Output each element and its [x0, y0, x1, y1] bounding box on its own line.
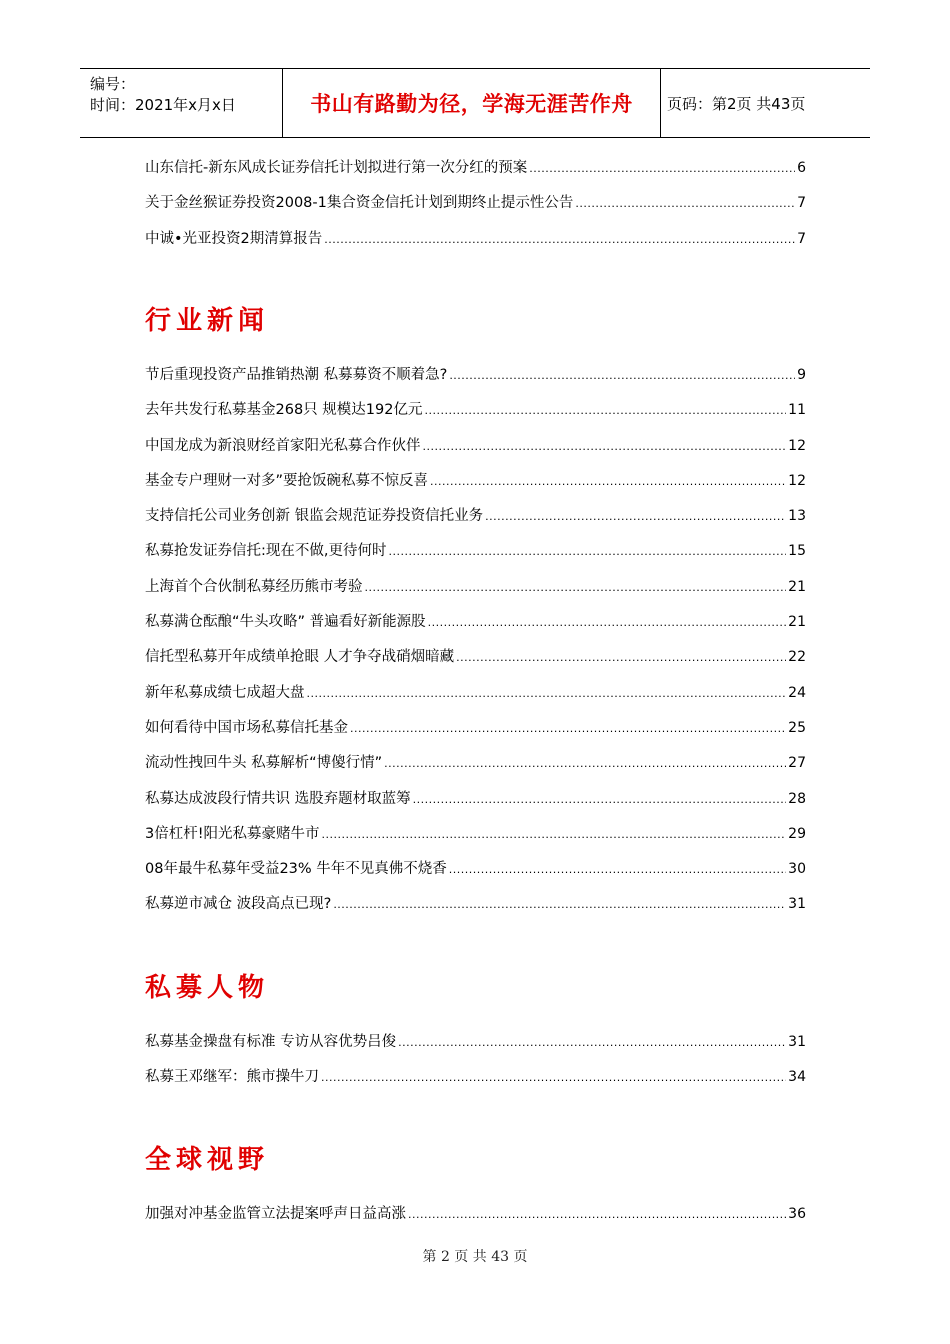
toc-leader-dots: [424, 401, 786, 421]
toc-entry[interactable]: [145, 158, 806, 193]
toc-entry-title: 流动性拽回牛头 私募解析“博傻行情”: [145, 755, 383, 772]
toc-leader-dots: [529, 159, 795, 179]
toc-top-block: [145, 158, 806, 264]
toc-entry-page: 28: [788, 790, 806, 807]
toc-entry-page: 12: [788, 437, 806, 454]
toc-entry-page: 30: [788, 861, 806, 878]
toc-leader-dots: [575, 194, 795, 214]
toc-entry[interactable]: [145, 859, 806, 894]
page-header: [80, 68, 870, 138]
toc-leader-dots: [324, 230, 795, 250]
toc-leader-dots: [365, 578, 787, 598]
toc-section-list: [145, 1032, 806, 1103]
toc-leader-dots: [428, 613, 787, 633]
toc-leader-dots: [408, 1205, 786, 1225]
toc-entry-title: 私募抢发证券信托:现在不做,更待何时: [145, 543, 387, 560]
toc-entry[interactable]: [145, 612, 806, 647]
toc-entry[interactable]: [145, 1032, 806, 1067]
toc-entry-title: 私募满仓酝酿“牛头攻略” 普遍看好新能源股: [145, 614, 426, 631]
section-title: 私募人物: [145, 973, 270, 1003]
section-global-view: [145, 1142, 806, 1239]
toc-leader-dots: [389, 542, 787, 562]
toc-entry-page: 9: [797, 367, 806, 383]
toc-entry-title: 山东信托-新东风成长证券信托计划拟进行第一次分红的预案: [145, 160, 528, 176]
toc-leader-dots: [485, 507, 786, 527]
toc-entry-page: 7: [797, 230, 806, 247]
toc-leader-dots: [350, 719, 786, 739]
toc-leader-dots: [430, 472, 786, 492]
toc-entry-title: 关于金丝猴证券投资2008-1集合资金信托计划到期终止提示性公告: [145, 195, 574, 212]
toc-entry-title: 中国龙成为新浪财经首家阳光私募合作伙伴: [145, 437, 421, 454]
toc-leader-dots: [398, 1033, 786, 1053]
toc-entry-page: 21: [788, 614, 806, 631]
toc-entry-title: 节后重现投资产品推销热潮 私募募资不顺着急?: [145, 367, 448, 383]
toc-entry[interactable]: [145, 789, 806, 824]
section-people: [145, 970, 806, 1103]
section-title: 行业新闻: [145, 306, 270, 336]
toc-entry-page: 24: [788, 684, 806, 701]
toc-entry-title: 信托型私募开年成绩单抢眼 人才争夺战硝烟暗藏: [145, 649, 455, 666]
toc-entry-title: 08年最牛私募年受益23% 牛年不见真佛不烧香: [145, 861, 447, 878]
header-time-label: 时间：2021年x月x日: [90, 96, 236, 114]
header-page-info: 页码：第2页 共43页: [667, 94, 806, 113]
toc-section-list: [145, 1204, 806, 1239]
toc-entry[interactable]: [145, 647, 806, 682]
toc-entry[interactable]: [145, 683, 806, 718]
header-number-label: 编号：: [90, 75, 136, 93]
toc-leader-dots: [456, 648, 786, 668]
section-title: 全球视野: [145, 1145, 270, 1175]
toc-entry-page: 21: [788, 578, 806, 595]
toc-entry-page: 22: [788, 649, 806, 666]
toc-leader-dots: [413, 790, 787, 810]
toc-entry-title: 加强对冲基金监管立法提案呼声日益高涨: [145, 1206, 406, 1222]
toc-section-list: [145, 365, 806, 930]
toc-top-list: [145, 158, 806, 264]
toc-entry[interactable]: [145, 400, 806, 435]
toc-entry[interactable]: [145, 718, 806, 753]
toc-entry-page: 27: [788, 755, 806, 772]
toc-leader-dots: [333, 895, 786, 915]
toc-leader-dots: [322, 825, 787, 845]
toc-entry[interactable]: [145, 365, 806, 400]
toc-entry-page: 25: [788, 719, 806, 736]
toc-entry-title: 新年私募成绩七成超大盘: [145, 684, 305, 701]
toc-entry-page: 34: [788, 1069, 806, 1086]
toc-entry-title: 去年共发行私募基金268只 规模达192亿元: [145, 402, 423, 419]
toc-entry-page: 7: [797, 195, 806, 212]
toc-entry-title: 中诚•光亚投资2期清算报告: [145, 230, 323, 247]
toc-entry-title: 私募基金操盘有标准 专访从容优势吕俊: [145, 1034, 397, 1050]
header-motto: 书山有路勤为径，学海无涯苦作舟: [310, 92, 633, 116]
toc-entry-page: 15: [788, 543, 806, 560]
toc-entry[interactable]: [145, 753, 806, 788]
toc-entry-title: 如何看待中国市场私募信托基金: [145, 719, 348, 736]
toc-leader-dots: [321, 1068, 786, 1088]
toc-entry-title: 私募逆市减仓 波段高点已现?: [145, 896, 332, 913]
toc-entry-page: 31: [788, 896, 806, 913]
toc-leader-dots: [449, 366, 795, 386]
toc-entry-page: 29: [788, 825, 806, 842]
toc-leader-dots: [423, 437, 787, 457]
toc-entry[interactable]: [145, 1067, 806, 1102]
toc-entry-page: 11: [788, 402, 806, 419]
toc-entry-page: 12: [788, 472, 806, 489]
toc-entry-page: 36: [788, 1206, 806, 1222]
toc-entry-title: 基金专户理财一对多”要抢饭碗私募不惊反喜: [145, 472, 429, 489]
header-motto-cell: [283, 69, 661, 137]
toc-entry-title: 上海首个合伙制私募经历熊市考验: [145, 578, 363, 595]
toc-entry[interactable]: [145, 577, 806, 612]
toc-entry-page: 31: [788, 1034, 806, 1050]
toc-entry[interactable]: [145, 824, 806, 859]
toc-entry[interactable]: [145, 1204, 806, 1239]
toc-entry-title: 私募王邓继军：熊市操牛刀: [145, 1069, 319, 1086]
header-meta: [80, 69, 283, 137]
toc-entry-page: 13: [788, 508, 806, 525]
page-footer: 第 2 页 共 43 页: [422, 1249, 528, 1265]
toc-entry[interactable]: [145, 436, 806, 471]
toc-entry[interactable]: [145, 506, 806, 541]
toc-leader-dots: [307, 684, 787, 704]
toc-entry[interactable]: [145, 229, 806, 264]
toc-entry[interactable]: [145, 894, 806, 929]
toc-leader-dots: [449, 860, 786, 880]
toc-entry[interactable]: [145, 541, 806, 576]
toc-entry-title: 3倍杠杆!阳光私募豪赌牛市: [145, 825, 320, 842]
toc-entry-title: 支持信托公司业务创新 银监会规范证券投资信托业务: [145, 508, 484, 525]
toc-entry[interactable]: [145, 471, 806, 506]
section-industry-news: [145, 303, 806, 930]
toc-entry[interactable]: [145, 193, 806, 228]
toc-entry-title: 私募达成波段行情共识 选股弃题材取蓝筹: [145, 790, 411, 807]
toc-entry-page: 6: [797, 160, 806, 176]
toc-leader-dots: [384, 754, 786, 774]
